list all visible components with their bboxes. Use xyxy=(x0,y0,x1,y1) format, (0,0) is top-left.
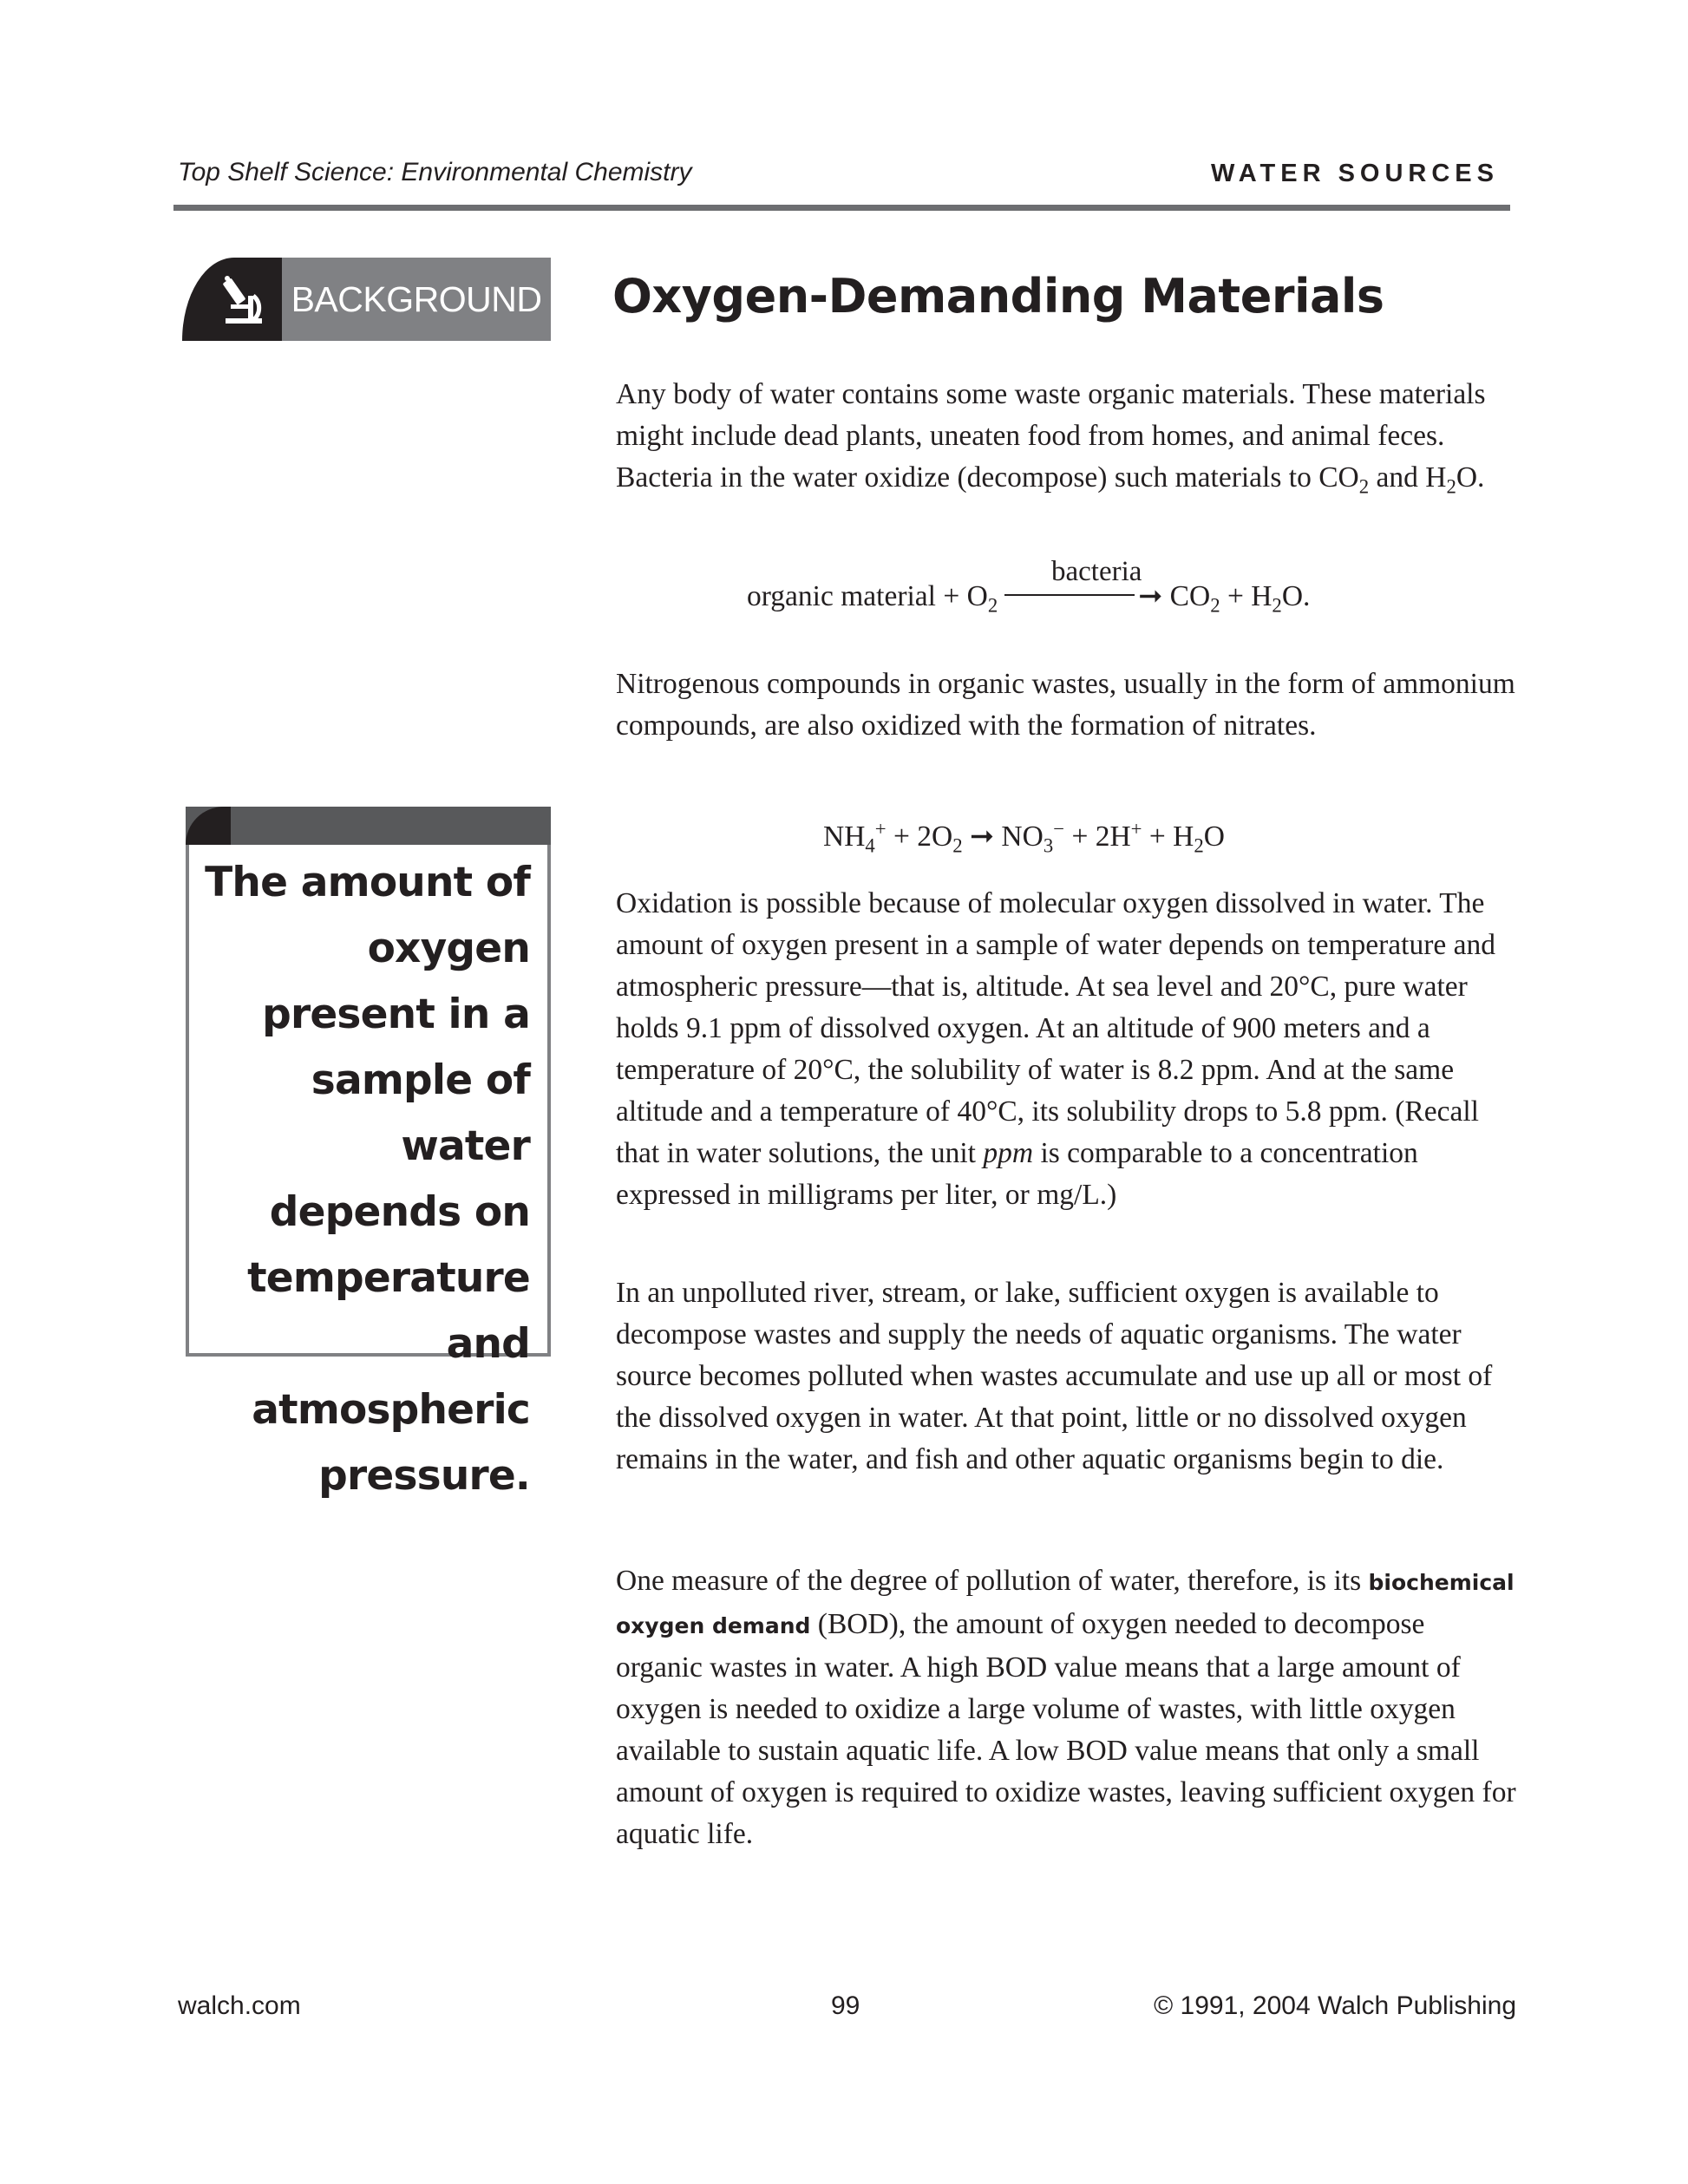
paragraph-4 xyxy=(616,1272,1518,1481)
paragraph-1-text: Any body of water contains some waste organic materials. These materials might include dead plants, uneaten food from homes, and animal feces. Bacteria in the water oxidize (decompose) such materials to $CO_2$ and $H_2O$. xyxy=(616,378,1486,498)
paragraph-3-text: Oxidation is possible because of molecular oxygen dissolved in water. The amount of oxygen present in a sample of water depends on temperature and atmospheric pressure—that is, altitude. At sea level and 20°C, pure water holds 9.1 ppm of dissolved oxygen. At an altitude of 900 meters and a temperature of 20°C, the solubility of water is 8.2 ppm. And at the same altitude and a temperature of 40°C, its solubility drops to 5.8 ppm. (Recall that in water solutions, the unit ppm is comparable to a concentration expressed in milligrams per liter, or mg/L.) xyxy=(616,887,1495,1211)
paragraph-4-text: In an unpolluted river, stream, or lake, sufficient oxygen is available to decompose wastes and supply the needs of aquatic organisms. The water source becomes polluted when wastes accumulate and use up all or most of the dissolved oxygen in water. At that point, little or no dissolved oxygen remains in the water, and fish and other aquatic organisms begin to die. xyxy=(616,1277,1493,1475)
key-term: biochemical oxygen demand xyxy=(616,1570,1515,1638)
footer-page-number: 99 xyxy=(831,1991,860,2020)
footer-website: walch.com xyxy=(178,1991,301,2020)
book-title: Top Shelf Science: Environmental Chemistry xyxy=(178,158,692,186)
equation-2: $NH_4^+ + 2O_2$ ➞ $NO_3^- + 2H^+ + H_2O$ xyxy=(823,817,1225,857)
tab-label: BACKGROUND xyxy=(291,279,542,319)
pull-quote-bar xyxy=(186,807,551,845)
pull-quote-text: The amount of oxygen present in a sample of water depends on temperature and atmospheric pressure. xyxy=(205,859,530,1500)
tab-label-block xyxy=(282,258,551,341)
paragraph-5-text: One measure of the degree of pollution of water, therefore, is its biochemical oxygen demand (BOD), the amount of oxygen needed to decompose organic wastes in water. A high BOD value means that a large amount of oxygen is needed to oxidize a large volume of wastes, with little oxygen available to sustain aquatic life. A low BOD value means that only a small amount of oxygen is required to oxidize wastes, leaving sufficient oxygen for aquatic life. xyxy=(616,1565,1516,1850)
reaction-line xyxy=(1004,594,1135,596)
page-title: Oxygen-Demanding Materials xyxy=(612,269,1384,324)
microscope-icon xyxy=(220,275,269,325)
paragraph-2 xyxy=(616,664,1518,747)
header-rule xyxy=(173,205,1510,211)
paragraph-2-text: Nitrogenous compounds in organic wastes, usually in the form of ammonium compounds, are also oxidized with the formation of nitrates. xyxy=(616,668,1515,742)
paragraph-5 xyxy=(616,1560,1518,1855)
pull-quote-box xyxy=(186,807,551,1500)
background-tab xyxy=(182,258,551,341)
section-title: WATER SOURCES xyxy=(1210,160,1499,187)
paragraph-3 xyxy=(616,883,1518,1216)
footer-copyright: © 1991, 2004 Walch Publishing xyxy=(1154,1991,1516,2020)
equation-1: bacteria organic material + $O_2$ ➞ $CO_2 + H_2O$. xyxy=(747,556,1311,617)
tab-icon-block xyxy=(182,258,282,341)
catalyst-label: bacteria xyxy=(1051,556,1142,587)
paragraph-1 xyxy=(616,374,1518,499)
